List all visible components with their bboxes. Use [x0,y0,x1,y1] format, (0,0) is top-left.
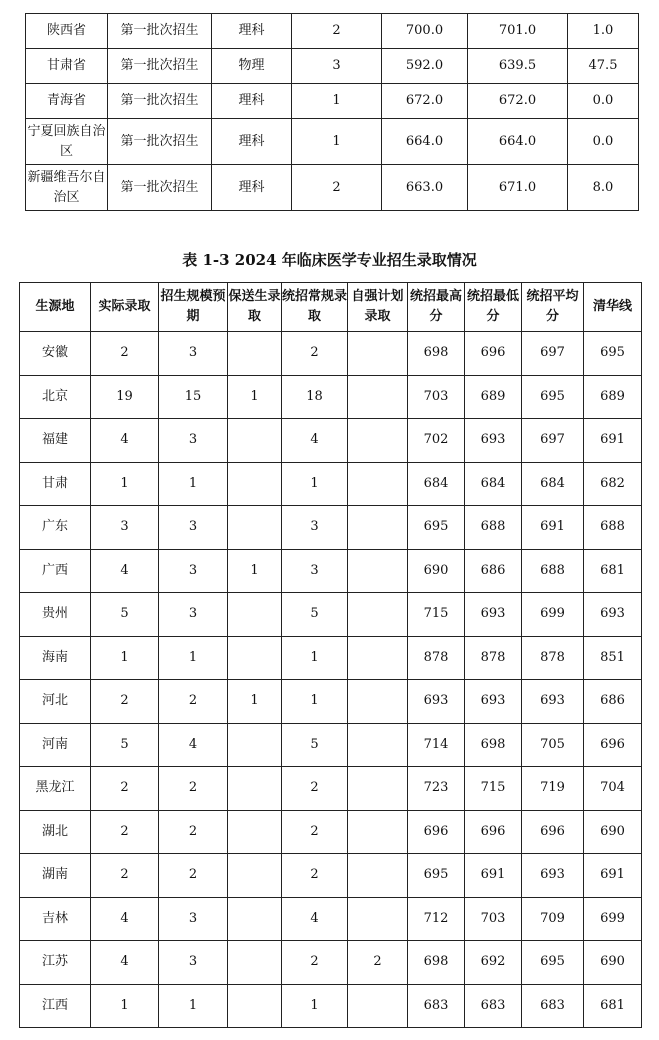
table-cell [348,462,408,506]
table-cell: 2 [292,165,382,211]
table-cell: 19 [91,375,159,419]
table-cell: 15 [159,375,228,419]
table-cell: 第一批次招生 [108,14,212,49]
table-cell: 693 [465,419,522,463]
table-row [20,419,642,463]
table-cell: 第一批次招生 [108,165,212,211]
table-row [20,549,642,593]
table-cell: 684 [522,462,584,506]
table-cell: 吉林 [20,897,91,941]
table-cell: 理科 [212,119,292,165]
table-cell [348,723,408,767]
table-cell: 1.0 [568,14,639,49]
table-cell: 689 [584,375,642,419]
table-cell: 723 [408,767,465,811]
table-cell: 671.0 [468,165,568,211]
table-row [20,854,642,898]
table-cell: 703 [465,897,522,941]
table-cell: 4 [282,419,348,463]
table-cell [348,810,408,854]
table-cell: 1 [292,119,382,165]
table-cell: 688 [465,506,522,550]
table-cell: 第一批次招生 [108,49,212,84]
table-cell: 693 [465,593,522,637]
table-cell: 690 [584,941,642,985]
table-cell: 2 [159,854,228,898]
table-cell: 福建 [20,419,91,463]
table-cell: 新疆维吾尔自治区 [26,165,108,211]
table-cell: 1 [91,462,159,506]
table-cell: 1 [282,680,348,724]
table-cell [228,462,282,506]
table-cell: 3 [292,49,382,84]
column-header: 统招平均分 [522,283,584,332]
table-cell [228,941,282,985]
table-cell [348,593,408,637]
table-row [20,810,642,854]
table-cell: 664.0 [468,119,568,165]
table-cell: 696 [408,810,465,854]
table-caption: 表 1-3 2024 年临床医学专业招生录取情况 [182,251,477,269]
table-cell: 河北 [20,680,91,724]
table-cell: 第一批次招生 [108,84,212,119]
table-cell: 3 [159,941,228,985]
table-cell: 江西 [20,984,91,1028]
table-cell: 5 [91,723,159,767]
table-cell: 江苏 [20,941,91,985]
table-cell: 690 [584,810,642,854]
table-cell: 2 [282,810,348,854]
table-cell: 719 [522,767,584,811]
table-cell: 2 [282,854,348,898]
table-cell: 理科 [212,165,292,211]
table-cell: 甘肃 [20,462,91,506]
table-cell: 湖南 [20,854,91,898]
table-cell: 693 [522,854,584,898]
table-cell: 1 [228,375,282,419]
table-cell: 1 [282,984,348,1028]
table-cell: 702 [408,419,465,463]
table-cell: 712 [408,897,465,941]
column-header: 生源地 [20,283,91,332]
table-cell: 3 [91,506,159,550]
table-cell: 1 [228,680,282,724]
table-row [26,14,639,49]
table-cell [228,723,282,767]
table-cell [228,636,282,680]
table-cell: 690 [408,549,465,593]
table-cell: 693 [465,680,522,724]
table-row [26,49,639,84]
table-cell: 3 [159,332,228,376]
table-cell: 3 [159,549,228,593]
table-cell: 592.0 [382,49,468,84]
table-cell: 5 [282,723,348,767]
table-cell: 878 [408,636,465,680]
table-cell: 683 [408,984,465,1028]
table-cell: 695 [408,854,465,898]
table-cell [228,810,282,854]
table-cell: 697 [522,332,584,376]
table-cell: 黑龙江 [20,767,91,811]
table-cell: 696 [584,723,642,767]
table-row [20,767,642,811]
table-cell [348,549,408,593]
table-cell: 陕西省 [26,14,108,49]
table-cell: 1 [282,462,348,506]
column-header: 清华线 [584,283,642,332]
table-cell: 2 [91,332,159,376]
table-cell: 2 [159,767,228,811]
table-cell: 1 [228,549,282,593]
table-cell [348,897,408,941]
table-cell: 1 [159,462,228,506]
table-cell [348,332,408,376]
column-header: 自强计划录取 [348,283,408,332]
table-row [20,375,642,419]
table-cell: 理科 [212,14,292,49]
table-cell: 2 [91,854,159,898]
table-cell: 699 [584,897,642,941]
table-cell: 3 [159,506,228,550]
table-cell [348,636,408,680]
main-table-body [20,332,642,1028]
table-cell: 物理 [212,49,292,84]
table-cell [348,375,408,419]
table-cell: 甘肃省 [26,49,108,84]
table-cell: 698 [408,332,465,376]
table-cell: 4 [282,897,348,941]
table-cell: 3 [282,549,348,593]
table-row [26,165,639,211]
table-cell [348,854,408,898]
table-cell: 2 [292,14,382,49]
table-cell: 688 [522,549,584,593]
table-cell: 709 [522,897,584,941]
table-cell: 693 [522,680,584,724]
table-cell: 4 [91,419,159,463]
table-cell: 2 [282,941,348,985]
table-cell: 4 [91,549,159,593]
table-cell: 639.5 [468,49,568,84]
clinical-medicine-admission-table [19,282,642,1028]
table-cell: 0.0 [568,119,639,165]
table-cell: 3 [159,897,228,941]
table-row [20,897,642,941]
table-cell: 697 [522,419,584,463]
table-cell: 696 [465,810,522,854]
table-row [20,680,642,724]
table-cell: 1 [159,636,228,680]
table-cell: 663.0 [382,165,468,211]
top-table-body [26,14,639,211]
table-row [26,84,639,119]
table-cell: 1 [91,984,159,1028]
table-cell: 5 [91,593,159,637]
table-cell: 703 [408,375,465,419]
table-cell [228,593,282,637]
table-cell: 715 [465,767,522,811]
table-row [20,941,642,985]
table-cell: 691 [522,506,584,550]
table-cell: 2 [159,680,228,724]
table-cell [348,984,408,1028]
table-row [20,593,642,637]
table-cell: 4 [91,941,159,985]
table-cell: 2 [91,767,159,811]
column-header: 招生规模预期 [159,283,228,332]
table-cell: 第一批次招生 [108,119,212,165]
table-cell: 1 [282,636,348,680]
table-cell: 2 [282,767,348,811]
table-cell: 宁夏回族自治区 [26,119,108,165]
table-cell [228,332,282,376]
table-cell: 664.0 [382,119,468,165]
top-admission-table [25,13,639,211]
table-cell: 696 [522,810,584,854]
table-cell: 1 [292,84,382,119]
table-cell: 715 [408,593,465,637]
table-cell: 安徽 [20,332,91,376]
table-cell: 683 [522,984,584,1028]
table-cell: 692 [465,941,522,985]
table-row [20,984,642,1028]
column-header: 统招常规录取 [282,283,348,332]
table-cell [228,767,282,811]
table-cell: 688 [584,506,642,550]
table-cell: 878 [465,636,522,680]
table-cell: 海南 [20,636,91,680]
table-cell [348,419,408,463]
table-cell [348,767,408,811]
table-cell: 695 [584,332,642,376]
table-cell: 696 [465,332,522,376]
table-cell: 689 [465,375,522,419]
table-cell: 681 [584,549,642,593]
table-cell [228,419,282,463]
table-row [20,636,642,680]
table-cell: 693 [584,593,642,637]
table-cell: 3 [282,506,348,550]
table-cell: 47.5 [568,49,639,84]
table-cell: 2 [91,680,159,724]
table-row [20,332,642,376]
table-row [20,506,642,550]
table-cell: 691 [584,419,642,463]
table-cell [348,506,408,550]
table-cell: 8.0 [568,165,639,211]
table-cell: 4 [91,897,159,941]
table-cell [348,680,408,724]
column-header: 统招最高分 [408,283,465,332]
table-cell: 851 [584,636,642,680]
table-row [26,119,639,165]
table-cell: 贵州 [20,593,91,637]
table-cell: 695 [522,941,584,985]
table-cell: 4 [159,723,228,767]
table-cell: 700.0 [382,14,468,49]
table-cell: 青海省 [26,84,108,119]
table-cell: 693 [408,680,465,724]
table-cell: 2 [91,810,159,854]
table-cell: 广东 [20,506,91,550]
table-cell: 5 [282,593,348,637]
table-cell: 691 [584,854,642,898]
table-cell: 18 [282,375,348,419]
table-cell: 1 [159,984,228,1028]
table-cell: 714 [408,723,465,767]
table-cell: 672.0 [468,84,568,119]
table-cell: 698 [465,723,522,767]
table-cell: 广西 [20,549,91,593]
table-cell [228,854,282,898]
table-cell: 699 [522,593,584,637]
table-cell: 理科 [212,84,292,119]
table-cell: 681 [584,984,642,1028]
table-cell: 3 [159,593,228,637]
table-header-row [20,283,642,332]
table-cell [228,984,282,1028]
column-header: 实际录取 [91,283,159,332]
table-cell: 2 [159,810,228,854]
table-cell: 0.0 [568,84,639,119]
table-cell: 682 [584,462,642,506]
table-cell: 683 [465,984,522,1028]
table-cell: 686 [465,549,522,593]
table-cell: 698 [408,941,465,985]
table-cell: 3 [159,419,228,463]
table-cell: 2 [348,941,408,985]
table-cell [228,506,282,550]
table-cell: 691 [465,854,522,898]
table-cell: 北京 [20,375,91,419]
table-cell: 1 [91,636,159,680]
column-header: 统招最低分 [465,283,522,332]
table-row [20,723,642,767]
table-cell: 686 [584,680,642,724]
table-cell [228,897,282,941]
table-cell: 695 [522,375,584,419]
table-cell: 878 [522,636,584,680]
table-cell: 704 [584,767,642,811]
table-cell: 河南 [20,723,91,767]
column-header: 保送生录取 [228,283,282,332]
table-cell: 湖北 [20,810,91,854]
table-cell: 695 [408,506,465,550]
table-cell: 672.0 [382,84,468,119]
table-cell: 684 [408,462,465,506]
table-cell: 684 [465,462,522,506]
table-cell: 705 [522,723,584,767]
table-cell: 2 [282,332,348,376]
table-row [20,462,642,506]
table-cell: 701.0 [468,14,568,49]
